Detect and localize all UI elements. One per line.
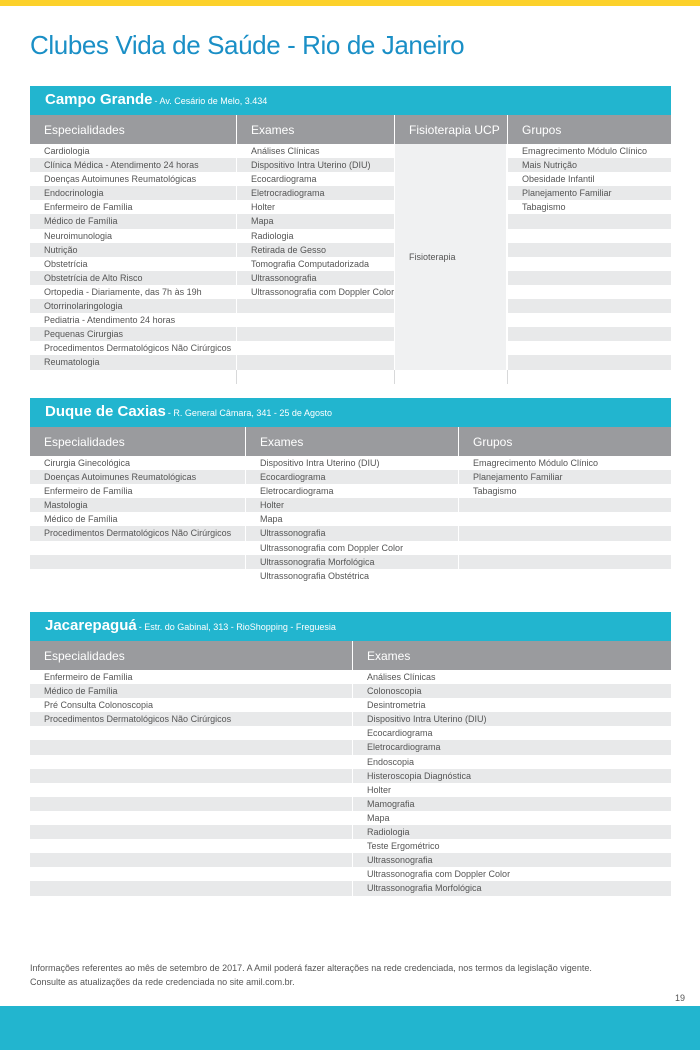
section-duque-de-caxias <box>30 398 671 583</box>
table-cell: Holter <box>236 200 394 214</box>
table-cell: Obstetrícia de Alto Risco <box>30 271 236 285</box>
table-cell: Planejamento Familiar <box>507 186 671 200</box>
table-cell <box>30 853 352 867</box>
table-cell <box>236 327 394 341</box>
column-fisioterapia <box>394 115 507 370</box>
table-cell <box>507 299 671 313</box>
table-cell: Doenças Autoimunes Reumatológicas <box>30 470 245 484</box>
table-cell: Procedimentos Dermatológicos Não Cirúrgicos <box>30 341 236 355</box>
table-cell: Enfermeiro de Família <box>30 200 236 214</box>
table-cell: Emagrecimento Módulo Clínico <box>507 144 671 158</box>
table-cell: Ecocardiograma <box>245 470 458 484</box>
table-cell: Mastologia <box>30 498 245 512</box>
table-cell <box>30 825 352 839</box>
section-jacarepagua <box>30 612 671 896</box>
footer-note <box>30 961 592 989</box>
table-cell <box>507 285 671 299</box>
table-cell <box>458 541 671 555</box>
table-cell <box>236 341 394 355</box>
column-header: Fisioterapia UCP <box>394 115 507 144</box>
table-cell <box>507 271 671 285</box>
table-cell <box>30 811 352 825</box>
table-cell: Holter <box>352 783 671 797</box>
table-cell <box>458 526 671 540</box>
section-header <box>30 398 671 427</box>
section-header <box>30 612 671 641</box>
table-cell: Teste Ergométrico <box>352 839 671 853</box>
unit-address: - Estr. do Gabinal, 313 - RioShopping - Freguesia <box>138 622 336 632</box>
table-cell: Pré Consulta Colonoscopia <box>30 698 352 712</box>
table-cell: Endocrinologia <box>30 186 236 200</box>
table-cell: Tomografia Computadorizada <box>236 257 394 271</box>
table-cell: Planejamento Familiar <box>458 470 671 484</box>
table-cell: Doenças Autoimunes Reumatológicas <box>30 172 236 186</box>
table-cell <box>30 783 352 797</box>
table-cell: Ecocardiograma <box>236 172 394 186</box>
column-header: Especialidades <box>30 115 236 144</box>
table-cell: Dispositivo Intra Uterino (DIU) <box>245 456 458 470</box>
page-title: Clubes Vida de Saúde - Rio de Janeiro <box>30 30 465 60</box>
table-cell: Colonoscopia <box>352 684 671 698</box>
top-accent-bar <box>0 0 700 6</box>
table-cell: Ultrassonografia Obstétrica <box>245 569 458 583</box>
table-cell: Obstetrícia <box>30 257 236 271</box>
column-header: Grupos <box>507 115 671 144</box>
table-cell: Clínica Médica - Atendimento 24 horas <box>30 158 236 172</box>
table-cell: Retirada de Gesso <box>236 243 394 257</box>
column-header: Grupos <box>458 427 671 456</box>
table-cell <box>236 355 394 369</box>
table-cell: Radiologia <box>352 825 671 839</box>
table-cell: Neuroimunologia <box>30 229 236 243</box>
table-cell: Dispositivo Intra Uterino (DIU) <box>236 158 394 172</box>
table-cell: Nutrição <box>30 243 236 257</box>
table-cell <box>507 257 671 271</box>
table-cell: Procedimentos Dermatológicos Não Cirúrgicos <box>30 712 352 726</box>
column-header: Exames <box>236 115 394 144</box>
table-cell: Desintrometria <box>352 698 671 712</box>
unit-name: Jacarepaguá <box>45 617 137 634</box>
column-especialidades <box>30 115 236 370</box>
table-cell: Emagrecimento Módulo Clínico <box>458 456 671 470</box>
column-especialidades <box>30 641 352 896</box>
table-cell: Endoscopia <box>352 755 671 769</box>
table-cell <box>30 867 352 881</box>
table-cell: Dispositivo Intra Uterino (DIU) <box>352 712 671 726</box>
table-cell: Eletrocardiograma <box>245 484 458 498</box>
column-header: Exames <box>352 641 671 670</box>
table-cell: Enfermeiro de Família <box>30 670 352 684</box>
column-grupos <box>458 427 671 583</box>
table-cell <box>458 512 671 526</box>
table-cell <box>30 755 352 769</box>
bottom-accent-bar <box>0 1006 700 1050</box>
table-cell: Reumatologia <box>30 355 236 369</box>
table-cell: Ultrassonografia <box>236 271 394 285</box>
table-cell <box>236 313 394 327</box>
table-cell: Otorrinolaringologia <box>30 299 236 313</box>
unit-address: - R. General Câmara, 341 - 25 de Agosto <box>167 408 332 418</box>
column-grupos <box>507 115 671 370</box>
table-cell: Mapa <box>236 214 394 228</box>
table-cell: Análises Clínicas <box>236 144 394 158</box>
table-cell: Ortopedia - Diariamente, das 7h às 19h <box>30 285 236 299</box>
table-cell: Holter <box>245 498 458 512</box>
table-cell: Ultrassonografia Morfológica <box>245 555 458 569</box>
table-cell: Mapa <box>352 811 671 825</box>
table-cell: Ultrassonografia Morfológica <box>352 881 671 895</box>
column-exames <box>236 115 394 370</box>
footer-line: Consulte as atualizações da rede credenciada no site amil.com.br. <box>30 977 295 987</box>
table-cell <box>30 740 352 754</box>
table-cell: Pediatria - Atendimento 24 horas <box>30 313 236 327</box>
table-cell: Mamografia <box>352 797 671 811</box>
page-number: 19 <box>674 993 685 1003</box>
column-exames <box>245 427 458 583</box>
unit-address: - Av. Cesário de Melo, 3.434 <box>154 96 268 106</box>
table-cell <box>30 541 245 555</box>
section-header <box>30 86 671 115</box>
table-cell: Análises Clínicas <box>352 670 671 684</box>
table-cell: Radiologia <box>236 229 394 243</box>
table-cell: Ultrassonografia com Doppler Color <box>245 541 458 555</box>
table-cell: Ultrassonografia <box>245 526 458 540</box>
unit-name: Campo Grande <box>45 91 153 108</box>
table-cell <box>458 498 671 512</box>
table-cell: Eletrocardiograma <box>352 740 671 754</box>
table-cell: Procedimentos Dermatológicos Não Cirúrgicos <box>30 526 245 540</box>
column-especialidades <box>30 427 245 583</box>
table-cell <box>507 229 671 243</box>
section-campo-grande <box>30 86 671 384</box>
table-cell: Histeroscopia Diagnóstica <box>352 769 671 783</box>
table-cell: Cardiologia <box>30 144 236 158</box>
table-cell: Ultrassonografia <box>352 853 671 867</box>
table-cell <box>507 214 671 228</box>
column-header: Especialidades <box>30 641 352 670</box>
table-cell: Médico de Família <box>30 214 236 228</box>
table-cell <box>30 555 245 569</box>
column-exames <box>352 641 671 896</box>
table-cell <box>30 569 245 583</box>
table-cell <box>30 769 352 783</box>
table-cell <box>458 555 671 569</box>
table-cell: Ecocardiograma <box>352 726 671 740</box>
table-cell <box>507 243 671 257</box>
table-cell: Tabagismo <box>458 484 671 498</box>
table-cell <box>30 797 352 811</box>
table-cell: Médico de Família <box>30 512 245 526</box>
table-cell <box>507 313 671 327</box>
column-header: Exames <box>245 427 458 456</box>
table-cell: Obesidade Infantil <box>507 172 671 186</box>
table-cell <box>507 355 671 369</box>
table-cell: Mais Nutrição <box>507 158 671 172</box>
table-cell <box>30 839 352 853</box>
table-cell <box>507 327 671 341</box>
column-header: Especialidades <box>30 427 245 456</box>
table-cell <box>30 881 352 895</box>
table-cell <box>236 299 394 313</box>
table-cell: Mapa <box>245 512 458 526</box>
table-cell: Enfermeiro de Família <box>30 484 245 498</box>
footer-line: Informações referentes ao mês de setembro de 2017. A Amil poderá fazer alterações na rede credenciada, nos termos da legislação vigente. <box>30 963 592 973</box>
table-cell: Médico de Família <box>30 684 352 698</box>
table-cell: Cirurgia Ginecológica <box>30 456 245 470</box>
fisioterapia-value: Fisioterapia <box>394 144 507 370</box>
table-cell: Tabagismo <box>507 200 671 214</box>
table-cell <box>458 569 671 583</box>
table-cell <box>507 341 671 355</box>
table-cell <box>30 726 352 740</box>
table-cell: Ultrassonografia com Doppler Color <box>352 867 671 881</box>
table-cell: Ultrassonografia com Doppler Color <box>236 285 394 299</box>
unit-name: Duque de Caxias <box>45 403 166 420</box>
table-cell: Pequenas Cirurgias <box>30 327 236 341</box>
table-cell: Eletrocradiograma <box>236 186 394 200</box>
